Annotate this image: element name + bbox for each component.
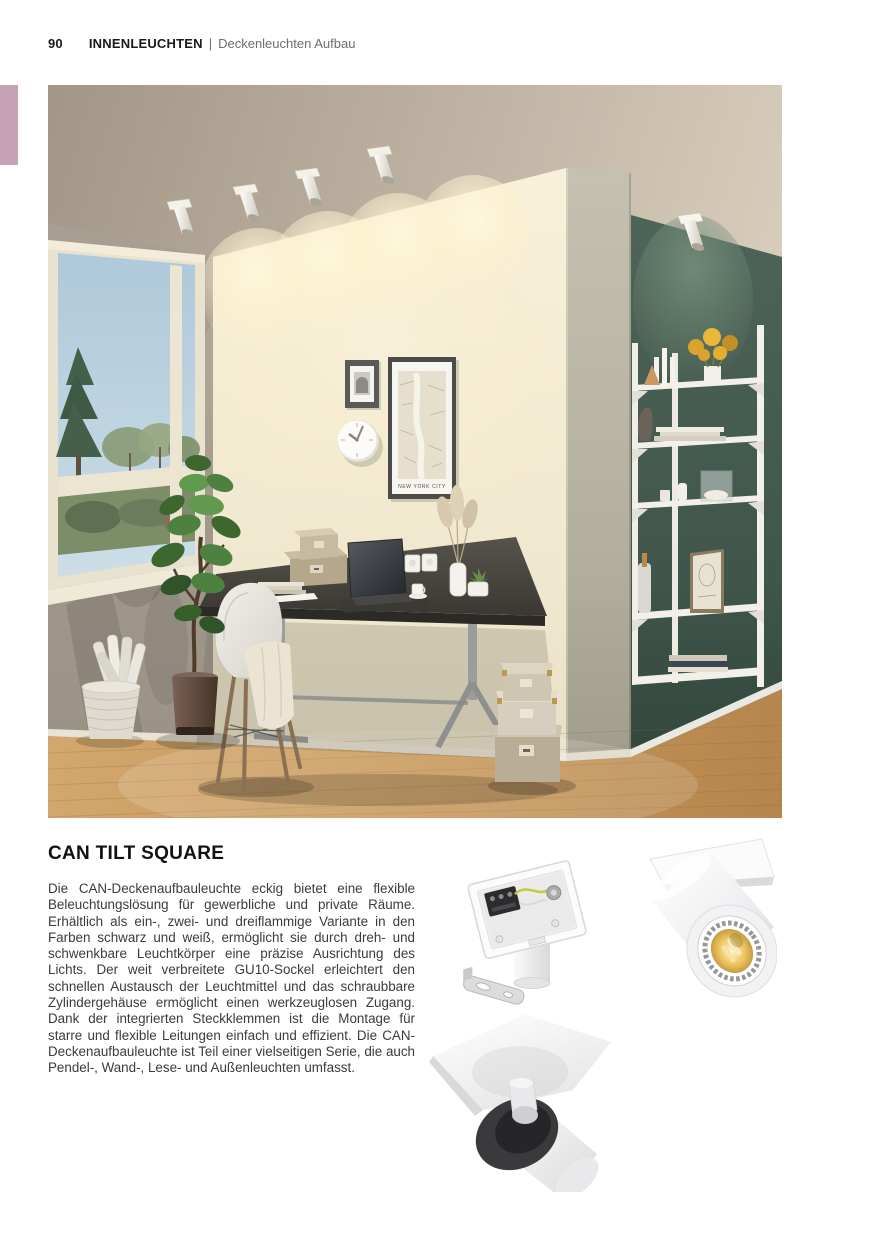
shelf-decor-books-bottom — [668, 655, 728, 672]
product-title: CAN TILT SQUARE — [48, 843, 225, 864]
section-separator: | — [208, 36, 213, 51]
small-picture-frame — [345, 360, 381, 410]
junction-box-open — [467, 860, 586, 959]
room-photo-illustration — [48, 85, 782, 818]
chapter-color-tab — [0, 85, 18, 165]
partition-column — [566, 168, 631, 818]
map-caption: NEW YORK CITY — [398, 484, 446, 490]
product-image-spotlight-head — [612, 833, 777, 1025]
product-image-spotlight-tilted — [425, 1012, 615, 1192]
page-header — [48, 36, 355, 51]
subsection-title: Deckenleuchten Aufbau — [218, 36, 356, 51]
map-poster-frame — [388, 357, 459, 502]
product-image-mounting-box — [450, 855, 610, 1015]
ambience-photo — [48, 85, 782, 818]
product-description: Die CAN-Deckenaufbauleuchte eckig bietet eine flexible Beleuchtungslösung für gewerbliche und private Räume. Erhältlich als ein-, zwei- und dreiflammige Variante in den Farben schwarz und weiß, ermöglicht sie durch dreh- und schwenkbare Leuchtkörper eine präzise Ausrichtung des Lichts. Der weit verbreitete GU10-Sockel erleichtert den schnellen Austausch der Leuchtmittel und das schraubbare Zylindergehäuse ermöglicht einen werkzeuglosen Zugang. Dank der integrierten Steckklemmen ist die Montage für starre und flexible Leitungen einfach und effizient. Die CAN-Deckenaufbauleuchte ist Teil einer vielseitigen Serie, die auch Pendel-, Wand-, Lese- und Außenleuchten umfasst. — [48, 881, 415, 1076]
section-title: INNENLEUCHTEN — [88, 36, 203, 51]
page-number: 90 — [48, 36, 63, 51]
swivel-stem — [509, 1078, 538, 1124]
